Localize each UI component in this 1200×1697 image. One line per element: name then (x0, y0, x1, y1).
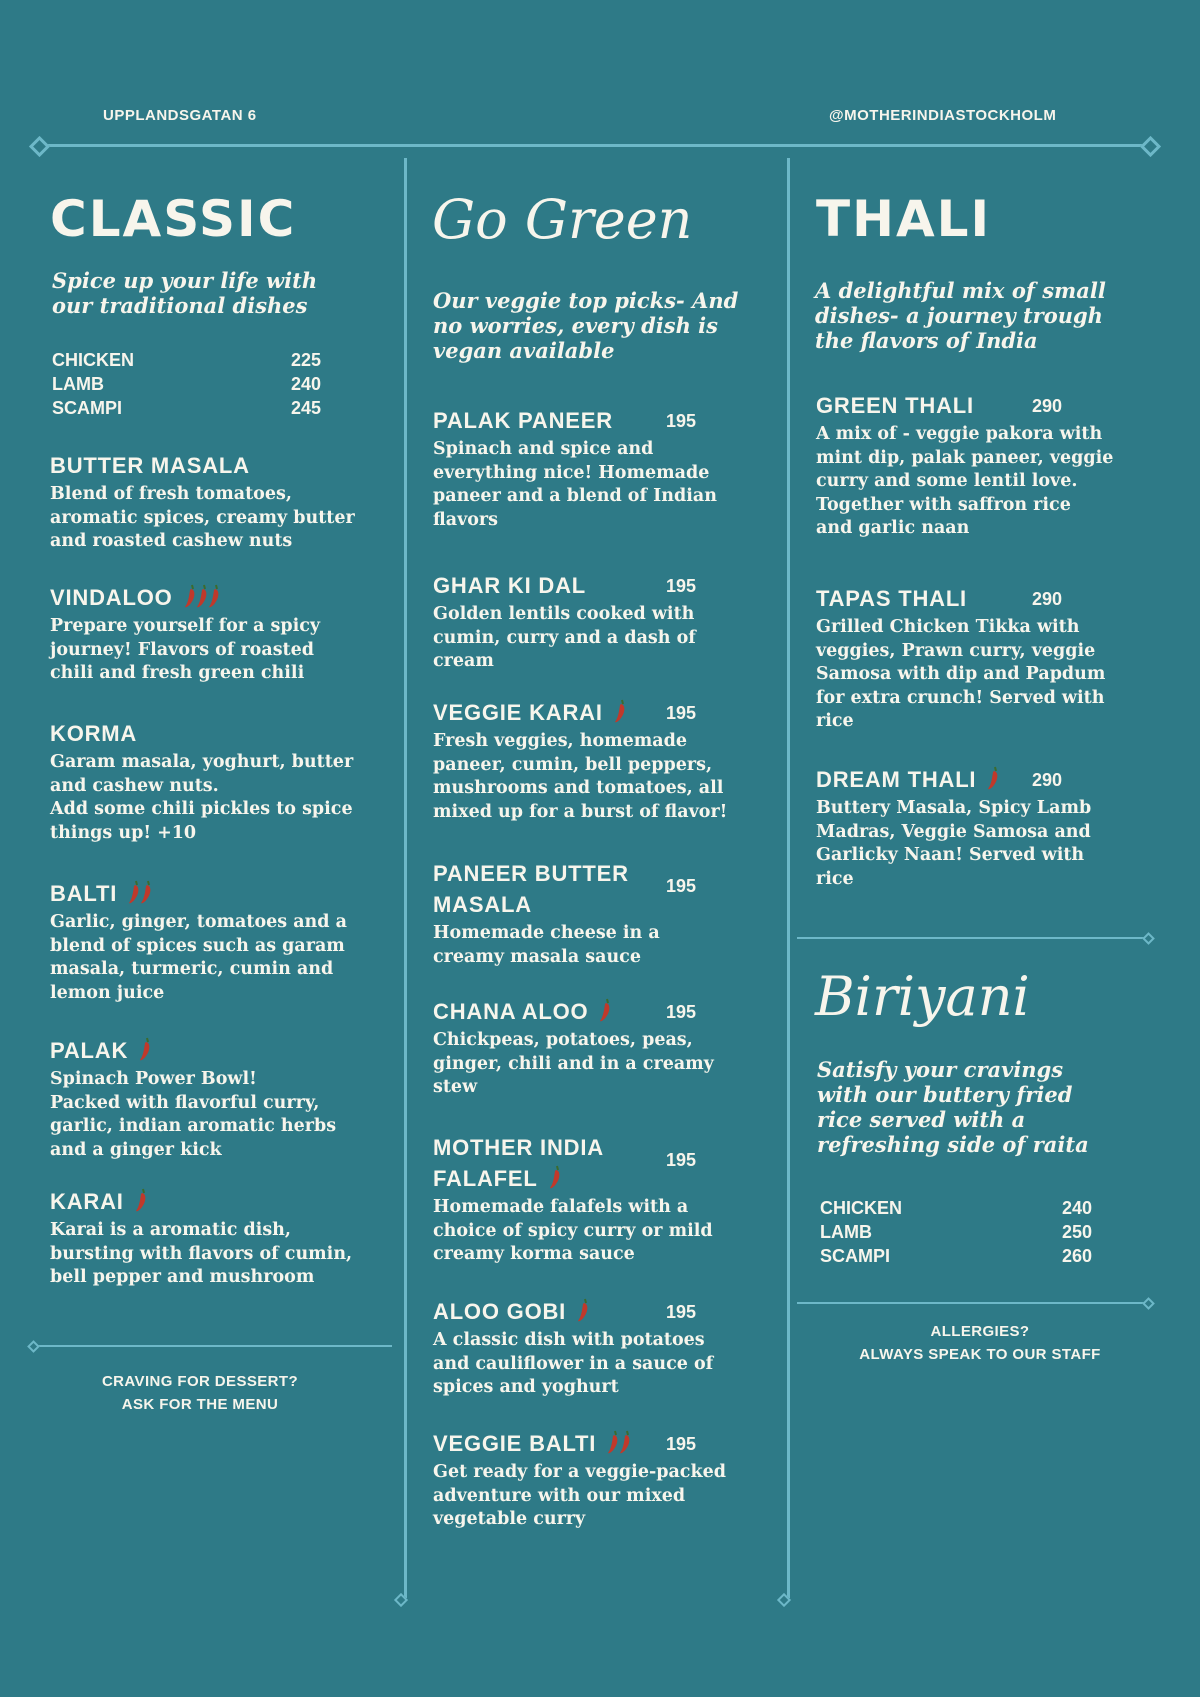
description-line: Add some chili pickles to spice (50, 799, 353, 819)
menu-item (433, 1296, 783, 1400)
description-line: for extra crunch! Served with (816, 687, 1105, 708)
dish-name-line: BALTI (50, 878, 390, 909)
biriyani-divider (797, 937, 1147, 939)
dish-name (433, 570, 783, 601)
allergies-divider (797, 1302, 1147, 1304)
description-line: stew (433, 1077, 478, 1097)
dish-name (433, 697, 783, 728)
dish-description (433, 730, 783, 824)
price-row-label: CHICKEN (820, 1198, 903, 1218)
description-line: aromatic spices, creamy butter (50, 507, 355, 528)
description-line: Madras, Veggie Samosa and (816, 821, 1091, 842)
dish-price: 195 (666, 411, 697, 431)
address: UPPLANDSGATAN 6 (103, 107, 257, 124)
dish-name (816, 583, 1146, 614)
description-line: Blend of fresh tomatoes, (50, 484, 292, 504)
tagline-line: A delightful mix of small (815, 278, 1106, 303)
dish-price: 195 (666, 1002, 697, 1022)
description-line: mushrooms and tomatoes, all (433, 778, 724, 798)
chili-icon (548, 1164, 562, 1190)
chili-icon (598, 997, 612, 1023)
description-line: Golden lentils cooked with (433, 604, 695, 624)
dish-description (433, 603, 783, 674)
thali-tagline (815, 278, 1106, 353)
tagline-line: vegan available (433, 338, 615, 363)
description-line: and a ginger kick (50, 1139, 222, 1160)
dish-name (816, 390, 1146, 421)
dish-price: 195 (666, 1150, 697, 1170)
description-line: masala, turmeric, cumin and (50, 959, 334, 979)
dish-name (433, 996, 783, 1027)
dessert-note (50, 1370, 350, 1416)
description-line: Garlic, ginger, tomatoes and a (50, 912, 347, 932)
dish-name-line: GREEN THALI (816, 393, 974, 418)
chili-icon (138, 1036, 152, 1062)
dish-name-line: MOTHER INDIA (433, 1135, 604, 1160)
description-line: curry and some lentil love. (816, 471, 1078, 491)
dish-name (50, 582, 390, 613)
menu-item (816, 764, 1146, 891)
dish-name-line: KORMA (50, 721, 138, 746)
dish-description (816, 797, 1146, 891)
description-line: vegetable curry (433, 1509, 586, 1529)
menu-item (433, 697, 783, 824)
menu-item (50, 718, 390, 845)
dish-name (50, 718, 390, 749)
price-row-label: SCAMPI (52, 398, 123, 418)
description-line: things up! +10 (50, 822, 197, 843)
menu-item (50, 1035, 390, 1162)
description-line: Garlicky Naan! Served with (816, 845, 1085, 865)
dessert-note-line: CRAVING FOR DESSERT? (101, 1373, 299, 1390)
price-row-value: 225 (291, 350, 322, 370)
dish-description (50, 911, 390, 1005)
description-line: spices and yoghurt (433, 1377, 619, 1397)
dish-price: 195 (666, 703, 697, 723)
dish-description (50, 615, 390, 686)
dish-name-line: VINDALOO (50, 582, 390, 613)
dish-name-line: CHANA ALOO (433, 996, 783, 1027)
top-divider (40, 144, 1150, 147)
price-row-label: SCAMPI (820, 1246, 891, 1266)
diamond-ornament (1142, 932, 1155, 945)
description-line: paneer, cumin, bell peppers, (433, 754, 713, 775)
dish-description (433, 1329, 783, 1400)
description-line: rice (816, 711, 854, 731)
dish-price: 195 (666, 1434, 697, 1454)
allergies-note (820, 1320, 1140, 1366)
description-line: creamy masala sauce (433, 946, 641, 967)
dish-description (433, 1196, 783, 1267)
diamond-ornament (27, 1340, 40, 1353)
description-line: lemon juice (50, 982, 165, 1003)
dish-name (50, 450, 390, 481)
description-line: cumin, curry and a dash of (433, 627, 696, 648)
dish-name-line: PALAK PANEER (433, 408, 613, 433)
dish-name (433, 1428, 783, 1459)
dish-description (433, 922, 783, 969)
dish-name-line: BUTTER MASALA (50, 453, 250, 478)
diamond-ornament (1140, 136, 1161, 157)
description-line: choice of spicy curry or mild (433, 1220, 713, 1241)
menu-item (433, 405, 783, 532)
dish-price: 195 (666, 1302, 697, 1322)
column-divider-right (787, 158, 790, 1598)
menu-item (433, 858, 783, 969)
description-line: Spinach Power Bowl! (50, 1069, 257, 1089)
dessert-note-line: ASK FOR THE MENU (121, 1396, 279, 1413)
tagline-line: rice served with a (817, 1107, 1026, 1132)
price-row-value: 240 (1062, 1198, 1093, 1218)
go-green-tagline (433, 288, 738, 363)
dish-description (50, 1068, 390, 1162)
description-line: cream (433, 651, 494, 671)
description-line: and cashew nuts. (50, 775, 219, 796)
dish-price: 290 (1032, 770, 1063, 790)
description-line: chili and fresh green chili (50, 663, 305, 683)
dish-name (50, 1035, 390, 1066)
description-line: Samosa with dip and Papdum (816, 664, 1106, 684)
menu-item (816, 390, 1146, 541)
classic-title: CLASSIC (50, 190, 297, 248)
description-line: and cauliflower in a sauce of (433, 1353, 714, 1374)
price-row-label: LAMB (52, 374, 104, 394)
allergies-note-line: ALLERGIES? (930, 1323, 1030, 1340)
description-line: creamy korma sauce (433, 1244, 635, 1264)
description-line: Spinach and spice and (433, 439, 654, 459)
menu-item (50, 450, 390, 554)
menu-item (433, 1428, 783, 1532)
diamond-ornament (1142, 1297, 1155, 1310)
dish-name-line: TAPAS THALI (816, 586, 967, 611)
dish-name-line: VEGGIE KARAI (433, 697, 783, 728)
chili-icon (576, 1297, 590, 1323)
description-line: and roasted cashew nuts (50, 531, 293, 551)
dish-price: 290 (1032, 589, 1063, 609)
menu-item (50, 582, 390, 686)
chili-icon (613, 698, 627, 724)
thali-title: THALI (816, 190, 992, 248)
description-line: adventure with our mixed (433, 1485, 686, 1506)
description-line: everything nice! Homemade (433, 462, 710, 483)
dish-name (816, 764, 1146, 795)
dish-description (816, 616, 1146, 734)
description-line: Homemade cheese in a (433, 923, 660, 943)
chili-icon (139, 879, 153, 905)
tagline-line: the flavors of India (815, 328, 1038, 353)
description-line: Together with saffron rice (816, 494, 1071, 515)
price-row-value: 245 (291, 398, 322, 418)
description-line: veggies, Prawn curry, veggie (816, 640, 1096, 661)
dish-description (50, 1219, 390, 1290)
description-line: flavors (433, 509, 498, 530)
description-line: A mix of - veggie pakora with (816, 424, 1103, 444)
menu-item (816, 583, 1146, 734)
column-divider-left (404, 158, 407, 1598)
description-line: blend of spices such as garam (50, 935, 345, 956)
dish-name (50, 1186, 390, 1217)
dish-description (433, 1029, 783, 1100)
tagline-line: dishes- a journey trough (815, 303, 1103, 328)
description-line: Karai is a aromatic dish, (50, 1220, 291, 1240)
dish-name (50, 878, 390, 909)
dish-description (50, 751, 390, 845)
dish-description (50, 483, 390, 554)
allergies-note-line: ALWAYS SPEAK TO OUR STAFF (859, 1346, 1101, 1363)
description-line: paneer and a blend of Indian (433, 486, 717, 506)
price-row-label: LAMB (820, 1222, 872, 1242)
description-line: Buttery Masala, Spicy Lamb (816, 798, 1092, 818)
tagline-line: with our buttery fried (817, 1082, 1073, 1107)
dish-price: 290 (1032, 396, 1063, 416)
menu-item (433, 570, 783, 674)
description-line: Prepare yourself for a spicy (50, 616, 321, 636)
dish-name-line: MASALA (433, 892, 532, 917)
tagline-line: our traditional dishes (52, 293, 308, 318)
description-line: rice (816, 868, 854, 889)
biriyani-title: Biriyani (815, 965, 1030, 1028)
dish-price: 195 (666, 576, 697, 596)
dish-name-line: KARAI (50, 1186, 390, 1217)
dish-name-line: GHAR KI DAL (433, 573, 587, 598)
tagline-line: Spice up your life with (52, 268, 318, 293)
dish-name-line: PANEER BUTTER (433, 861, 629, 886)
dish-name-line: FALAFEL (433, 1163, 783, 1194)
tagline-line: refreshing side of raita (817, 1132, 1089, 1157)
description-line: A classic dish with potatoes (433, 1330, 705, 1350)
chili-icon (986, 765, 1000, 791)
chili-icon (134, 1187, 148, 1213)
description-line: Garam masala, yoghurt, butter (50, 752, 354, 772)
dish-name (433, 858, 783, 920)
price-row-value: 260 (1062, 1246, 1093, 1266)
description-line: Grilled Chicken Tikka with (816, 617, 1080, 637)
dish-name-line: DREAM THALI (816, 764, 1146, 795)
classic-tagline (52, 268, 317, 318)
chili-icon (207, 583, 221, 609)
description-line: bursting with flavors of cumin, (50, 1243, 353, 1264)
dish-description (816, 423, 1146, 541)
description-line: garlic, indian aromatic herbs (50, 1116, 337, 1136)
dish-description (433, 1461, 783, 1532)
dish-name (433, 1132, 783, 1194)
description-line: Chickpeas, potatoes, peas, (433, 1030, 693, 1050)
price-row-value: 240 (291, 374, 322, 394)
biriyani-tagline (817, 1057, 1089, 1157)
instagram-handle: @MOTHERINDIASTOCKHOLM (829, 107, 1057, 124)
description-line: mixed up for a burst of flavor! (433, 801, 728, 822)
dish-name-line: VEGGIE BALTI (433, 1428, 783, 1459)
description-line: and garlic naan (816, 518, 970, 538)
description-line: Get ready for a veggie-packed (433, 1462, 726, 1482)
tagline-line: Satisfy your cravings (817, 1057, 1064, 1082)
chili-icon (618, 1429, 632, 1455)
price-row-label: CHICKEN (52, 350, 135, 370)
menu-item (50, 1186, 390, 1290)
menu-item (433, 1132, 783, 1267)
tagline-line: Our veggie top picks- And (433, 288, 739, 313)
description-line: Homemade falafels with a (433, 1197, 689, 1217)
description-line: Fresh veggies, homemade (433, 731, 688, 751)
dish-name-line: PALAK (50, 1035, 390, 1066)
description-line: Packed with flavorful curry, (50, 1092, 320, 1113)
diamond-ornament (29, 136, 50, 157)
dish-description (433, 438, 783, 532)
description-line: ginger, chili and in a creamy (433, 1053, 714, 1074)
dish-name-line: ALOO GOBI (433, 1296, 783, 1327)
menu-item (50, 878, 390, 1005)
description-line: mint dip, palak paneer, veggie (816, 447, 1114, 468)
description-line: journey! Flavors of roasted (50, 639, 314, 660)
dish-price: 195 (666, 876, 697, 896)
price-row-value: 250 (1062, 1222, 1093, 1242)
tagline-line: no worries, every dish is (433, 313, 718, 338)
go-green-title: Go Green (432, 188, 693, 251)
dish-name (433, 405, 783, 436)
menu-item (433, 996, 783, 1100)
description-line: bell pepper and mushroom (50, 1267, 315, 1287)
dessert-divider (34, 1345, 392, 1347)
dish-name (433, 1296, 783, 1327)
